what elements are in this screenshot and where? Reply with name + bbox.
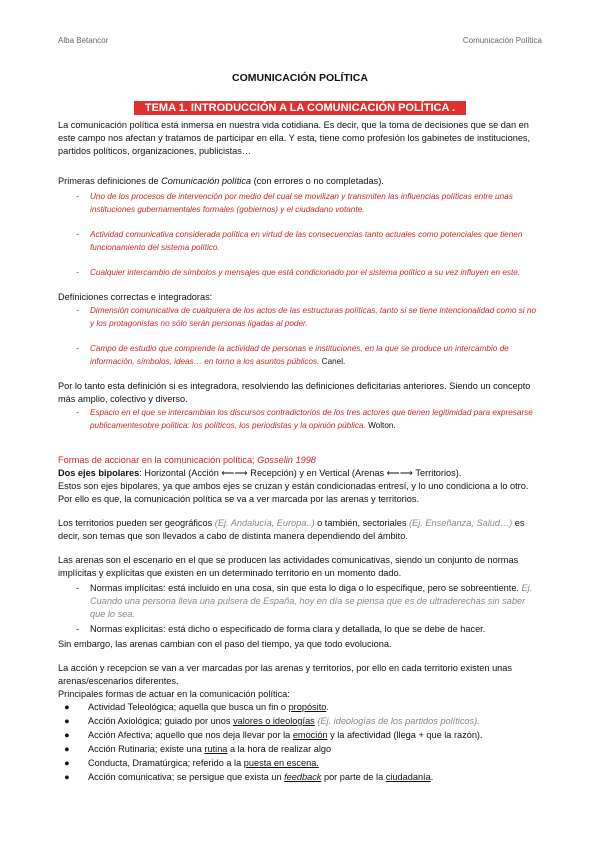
list-item: ● Acción comunicativa; se persigue que exista un feedback por parte de la ciudadanía.	[64, 772, 434, 782]
primeras-lead: Primeras definiciones de Comunicación política (con errores o no completadas).	[58, 176, 384, 186]
list-item: - Espacio en el que se intercambian los discursos contradictorios de los tres actores que tienen legitimidad para expresarse publicamentesobre política: los políticos, los periodistas y la opinión pública. Wolton.	[76, 407, 533, 430]
accion-lead: Principales formas de actuar en la comunicación política:	[58, 689, 290, 699]
normas-after: Sin embargo, las arenas cambian con el paso del tiempo, ya que todo evoluciona.	[58, 639, 392, 649]
list-item: - Uno de los procesos de intervención por medio del cual se movilizan y transmiten las influencias políticas entre unas instituciones gubernamentales formales (gobiernos) y el ciudadano votante.	[76, 191, 513, 214]
header-author: Alba Betancor	[58, 36, 109, 45]
arenas-paragraph: Las arenas son el escenario en el que se producen las actividades comunicativas, siendo un conjunto de normas implícitas y explícitas que existen en un determinado territorio en un momento dado.	[58, 555, 519, 578]
list-item: - Campo de estudio que comprende la actividad de personas e instituciones, en la que se produce un intercambio de información, símbolos, ideas… en torno a los asuntos públicos. Canel.	[76, 343, 509, 366]
territorios-paragraph: Los territorios pueden ser geográficos (Ej. Andalucía, Europa..) o también, sectoriales (Ej. Enseñanza, Salud…) es decir, son temas que son llevados a cabo de distinta manera dependiendo del ámbito.	[58, 518, 525, 541]
accion-paragraph: La acción y recepcion se van a ver marcadas por las arenas y territorios, por ello en cada territorio existen unas arenas/escenarios diferentes.	[58, 663, 512, 686]
list-item: - Normas explícitas: está dicho o especificado de forma clara y detallada, lo que se debe de hacer.	[76, 624, 486, 634]
page-title: COMUNICACIÓN POLÍTICA	[232, 72, 368, 84]
list-item: - Actividad comunicativa considerada política en virtud de las consecuencias tanto actuales como potenciales que tienen funcionamiento del sistema político.	[76, 229, 523, 252]
header-subject: Comunicación Política	[462, 36, 542, 45]
list-item: ● Acción Afectiva; aquello que nos deja llevar por la emoción y la afectividad (llega + que la razón).	[64, 730, 483, 740]
formas-heading: Formas de accionar en la comunicación política; Gosselin 1998	[58, 455, 316, 465]
integradora-paragraph: Por lo tanto esta definición si es integradora, resolviendo las definiciones deficitarias anteriores. Siendo un concepto más amplio, colectivo y diverso.	[58, 381, 531, 404]
list-item: - Normas implícitas: está incluido en una cosa, sin que esta lo diga o lo especifique, pero se sobreentiente. Ej. Cuando una persona lleva una pulsera de España, hoy en día se piensa que es de ultraderechas sin saber que lo sea.	[76, 583, 533, 619]
intro-paragraph: La comunicación política está inmersa en nuestra vida cotidiana. Es decir, que la toma de decisiones que se dan en este campo nos afectan y tratamos de participar en ella. Y esta, tiene como profesión los gabinetes de instituciones, partidos políticos, organizaciones, publicistas…	[58, 120, 531, 156]
ejes-paragraph: Estos son ejes bipolares, ya que ambos ejes se cruzan y están condicionadas entresí, y lo uno condiciona a lo otro. Por ello es que, la comunicación política se va a ver marcada por las arenas y territorios.	[58, 481, 529, 504]
list-item: - Cualquier intercambio de símbolos y mensajes que está condicionado por el sistema político a su vez influyen en este.	[76, 267, 521, 277]
ejes-line: Dos ejes bipolares: Horizontal (Acción ⟵⟶ Recepción) y en Vertical (Arenas ⟵⟶ Territorios).	[58, 468, 462, 478]
tema-heading: TEMA 1. INTRODUCCIÓN A LA COMUNICACIÓN POLÍTICA .	[134, 101, 466, 115]
list-item: ● Actividad Teleológica; aquella que busca un fin o propósito.	[64, 702, 329, 712]
list-item: ● Acción Rutinaria; existe una rutina a la hora de realizar algo	[64, 744, 332, 754]
list-item: ● Acción Axiológica; guiado por unos valores o ideologías (Ej. ideologías de los partidos políticos).	[64, 716, 480, 726]
list-item: ● Conducta, Dramatúrgica; referido a la puesta en escena.	[64, 758, 319, 768]
list-item: - Dimensión comunicativa de cualquiera de los actos de las estructuras políticas, tanto si se tiene intencionalidad como si no y los protagonistas no sólo serán personas ligadas al poder.	[76, 305, 537, 328]
correctas-lead: Definiciones correctas e integradoras:	[58, 292, 213, 302]
document-body	[58, 68, 542, 785]
